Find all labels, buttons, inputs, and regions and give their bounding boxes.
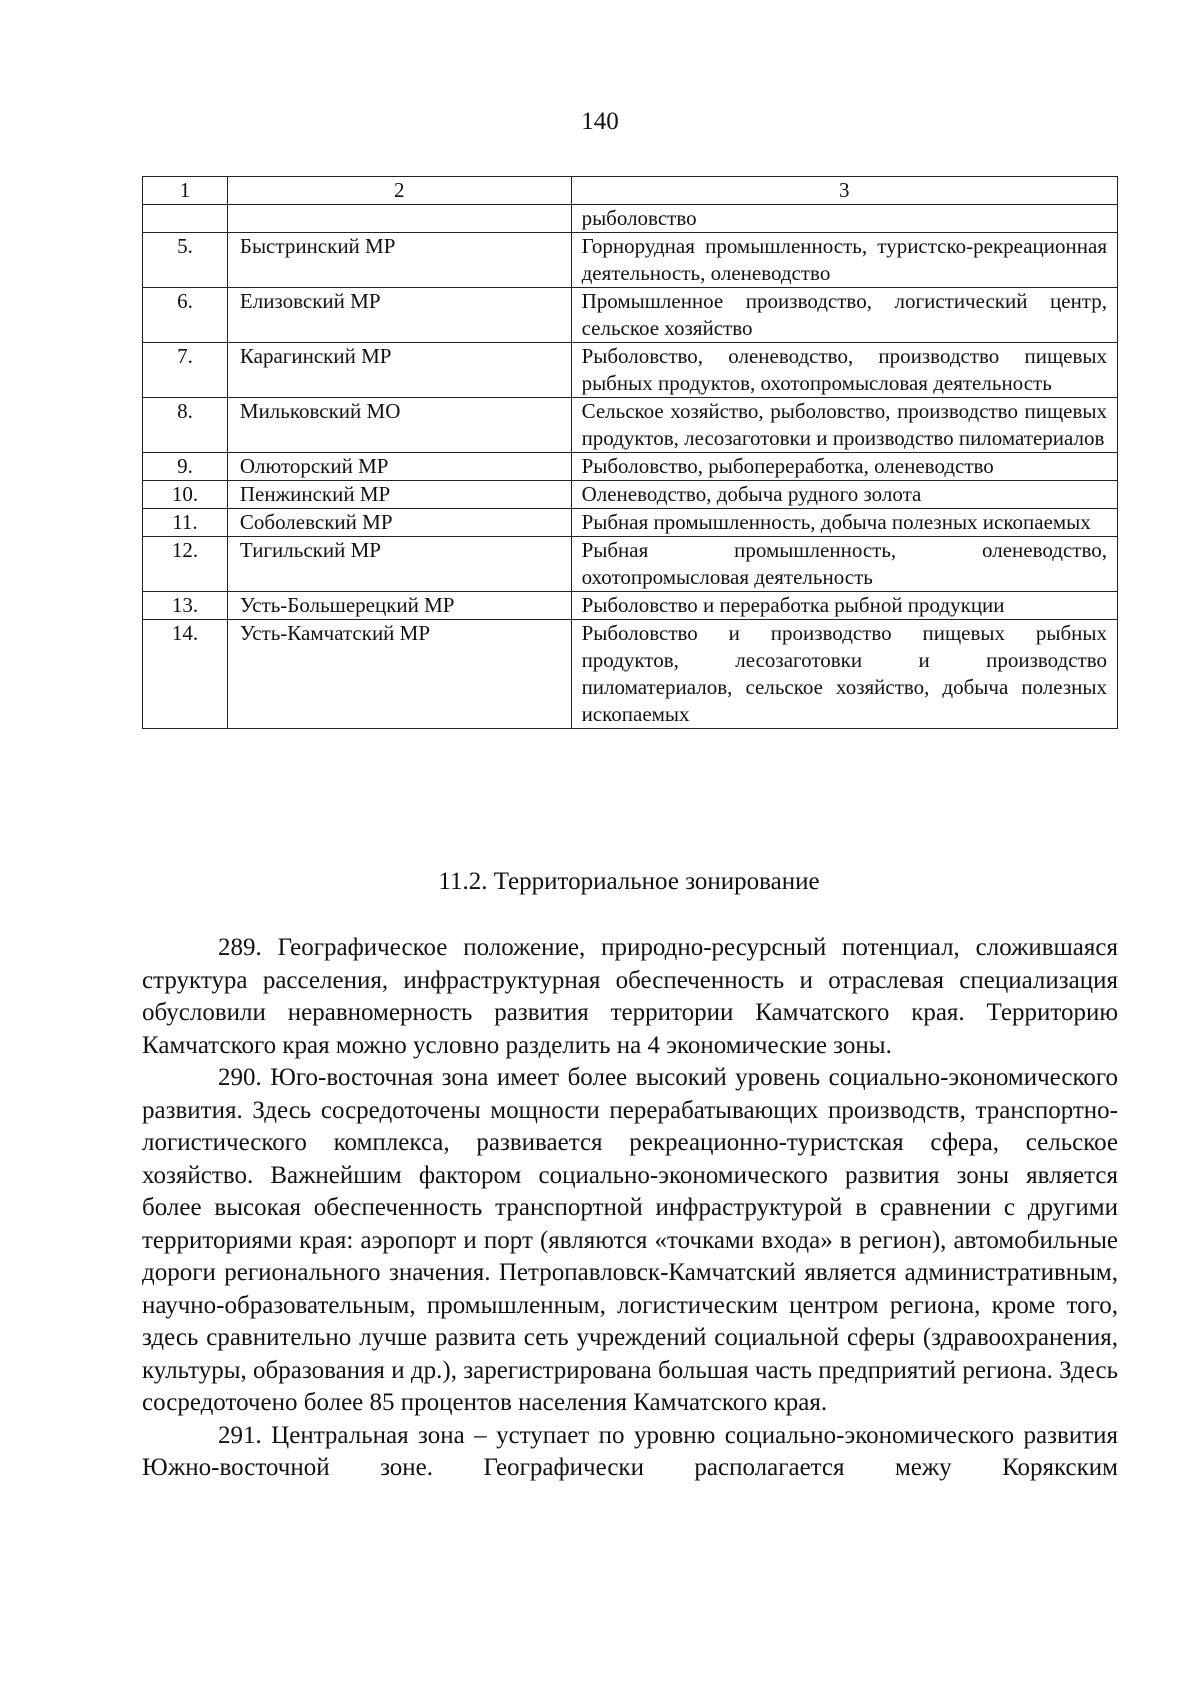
row-number-cell: 11.	[143, 509, 228, 537]
row-number-cell: 6.	[143, 288, 228, 343]
table-header-row	[143, 177, 1118, 205]
district-name-cell: Пенжинский МР	[227, 481, 571, 509]
table-row	[143, 592, 1118, 620]
district-name-cell	[227, 205, 571, 233]
table-row	[143, 205, 1118, 233]
specialization-cell: Сельское хозяйство, рыболовство, производство пищевых продуктов, лесозаготовки и производство пиломатериалов	[571, 398, 1117, 453]
specialization-cell: Рыбная промышленность, оленеводство, охотопромысловая деятельность	[571, 537, 1117, 592]
row-number-cell: 10.	[143, 481, 228, 509]
specialization-cell: Рыболовство, рыбопереработка, оленеводство	[571, 453, 1117, 481]
district-name-cell: Олюторский МР	[227, 453, 571, 481]
table-row	[143, 537, 1118, 592]
specialization-cell: Горнорудная промышленность, туристско-рекреационная деятельность, оленеводство	[571, 233, 1117, 288]
district-name-cell: Тигильский МР	[227, 537, 571, 592]
table-row	[143, 398, 1118, 453]
table-row	[143, 233, 1118, 288]
district-name-cell: Усть-Камчатский МР	[227, 620, 571, 729]
district-name-cell: Карагинский МР	[227, 343, 571, 398]
table-row	[143, 481, 1118, 509]
row-number-cell: 12.	[143, 537, 228, 592]
table-row	[143, 343, 1118, 398]
section-heading: 11.2. Территориальное зонирование	[438, 868, 820, 895]
specialization-cell: Рыболовство и производство пищевых рыбных продуктов, лесозаготовки и производство пиломатериалов, сельское хозяйство, добыча полезных ископаемых	[571, 620, 1117, 729]
district-name-cell: Быстринский МР	[227, 233, 571, 288]
table-row	[143, 453, 1118, 481]
district-name-cell: Мильковский МО	[227, 398, 571, 453]
row-number-cell: 13.	[143, 592, 228, 620]
header-col-district: 2	[227, 177, 571, 205]
header-col-number: 1	[143, 177, 228, 205]
row-number-cell: 9.	[143, 453, 228, 481]
body-text	[142, 932, 1118, 1485]
district-name-cell: Елизовский МР	[227, 288, 571, 343]
specialization-cell: Рыболовство, оленеводство, производство пищевых рыбных продуктов, охотопромысловая деятельность	[571, 343, 1117, 398]
header-col-specialization: 3	[571, 177, 1117, 205]
row-number-cell: 14.	[143, 620, 228, 729]
table-row	[143, 620, 1118, 729]
specialization-cell: Промышленное производство, логистический центр, сельское хозяйство	[571, 288, 1117, 343]
row-number-cell	[143, 205, 228, 233]
row-number-cell: 7.	[143, 343, 228, 398]
page-number: 140	[581, 108, 619, 135]
specialization-cell: рыболовство	[571, 205, 1117, 233]
specialization-cell: Рыболовство и переработка рыбной продукции	[571, 592, 1117, 620]
paragraph-290: 290. Юго-восточная зона имеет более высокий уровень социально-экономического развития. Здесь сосредоточены мощности перерабатывающих производств, транспортно-логистического комплекса, развивается рекреационно-туристская сфера, сельское хозяйство. Важнейшим фактором социально-экономического развития зоны является более высокая обеспеченность транспортной инфраструктурой в сравнении с другими территориями края: аэропорт и порт (являются «точками входа» в регион), автомобильные дороги регионального значения. Петропавловск-Камчатский является административным, научно-образовательным, промышленным, логистическим центром региона, кроме того, здесь сравнительно лучше развита сеть учреждений социальной сферы (здравоохранения, культуры, образования и др.), зарегистрирована большая часть предприятий региона. Здесь сосредоточено более 85 процентов населения Камчатского края.	[142, 1064, 1118, 1416]
specialization-cell: Оленеводство, добыча рудного золота	[571, 481, 1117, 509]
table-row	[143, 288, 1118, 343]
row-number-cell: 5.	[143, 233, 228, 288]
district-name-cell: Усть-Большерецкий МР	[227, 592, 571, 620]
paragraph-289: 289. Географическое положение, природно-ресурсный потенциал, сложившаяся структура расселения, инфраструктурная обеспеченность и отраслевая специализация обусловили неравномерность развития территории Камчатского края. Территорию Камчатского края можно условно разделить на 4 экономические зоны.	[142, 934, 1118, 1059]
district-name-cell: Соболевский МР	[227, 509, 571, 537]
specialization-cell: Рыбная промышленность, добыча полезных ископаемых	[571, 509, 1117, 537]
paragraph-291: 291. Центральная зона – уступает по уровню социально-экономического развития Южно-восточной зоне. Географически располагается межу Корякским	[142, 1421, 1118, 1481]
row-number-cell: 8.	[143, 398, 228, 453]
industry-specialization-table	[142, 176, 1118, 729]
table-row	[143, 509, 1118, 537]
